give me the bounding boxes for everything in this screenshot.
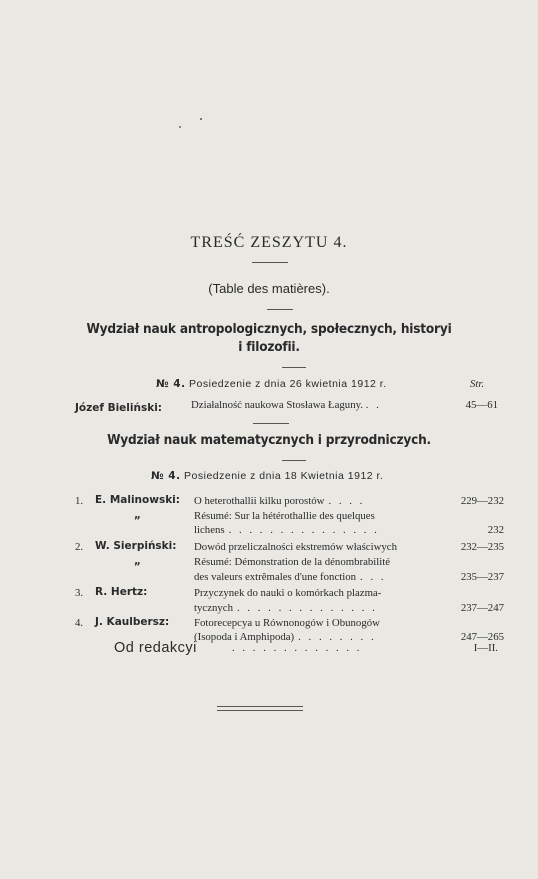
entry-pages: 237—247 xyxy=(460,602,504,614)
entry-number: 1. xyxy=(75,495,84,507)
entry-pages: 45—61 xyxy=(465,399,498,411)
entry-pages: 232 xyxy=(487,524,504,536)
entry-leader-dots: . . . . xyxy=(328,495,365,507)
section1-heading-line2: i filozofii. xyxy=(238,339,300,355)
entry-text xyxy=(194,495,365,507)
entry-pages: 235—237 xyxy=(460,571,504,583)
entry-pages: 229—232 xyxy=(460,495,504,507)
entry-title: Dowód przeliczalności ekstremów właściwych xyxy=(194,541,397,553)
entry-title: Résumé: Sur la hétérothallie des quelques xyxy=(194,510,375,522)
entry-author: J. Kaulbersz: xyxy=(95,616,170,628)
editorial-pages: I—II. xyxy=(473,642,498,654)
section2-heading: Wydział nauk matematycznych i przyrodniczych. xyxy=(107,432,431,448)
entry-title: lichens xyxy=(194,524,225,536)
entry-text xyxy=(194,541,397,553)
entry-number: 4. xyxy=(75,617,84,629)
entry-author: E. Malinowski: xyxy=(95,494,180,506)
section2-session-text: Posiedzenie z dnia 18 Kwietnia 1912 r. xyxy=(184,470,384,482)
entry-number: 2. xyxy=(75,541,84,553)
paper-speck xyxy=(200,118,202,120)
entry-text xyxy=(194,602,377,614)
entry-leader-dots: . . . xyxy=(360,571,387,583)
entry-pages: 232—235 xyxy=(460,541,504,553)
entry-title: Działalność naukowa Stosława Łaguny. xyxy=(191,399,364,411)
entry-author: R. Hertz: xyxy=(95,586,148,598)
page-subtitle: (Table des matières). xyxy=(208,281,330,296)
section2-session xyxy=(151,470,383,482)
section1-heading-rule xyxy=(282,367,306,368)
entry-leader-dots: . . . . . . . . . . . . . . . xyxy=(228,524,380,536)
editorial-leader-dots: . . . . . . . . . . . . . xyxy=(232,642,362,654)
section1-heading-line1: Wydział nauk antropologicznych, społecznych, historyi xyxy=(86,321,452,337)
entry-leader-dots: . . . . . . . . . . . . . . xyxy=(236,602,378,614)
entry-leader-dots: . . xyxy=(365,399,382,411)
entry-text xyxy=(194,617,380,629)
entry-text xyxy=(194,571,386,583)
section1-session-number: № 4. xyxy=(156,378,186,390)
title-rule xyxy=(252,262,288,263)
entry-title: Fotorecepcya u Równonogów i Obunogów xyxy=(194,617,380,629)
entry-title: Przyczynek do nauki o komórkach plazma- xyxy=(194,587,382,599)
editorial-label: Od redakcyi xyxy=(114,640,197,656)
entry-number: 3. xyxy=(75,587,84,599)
entry-title: (Isopoda i Amphipoda) xyxy=(194,631,295,643)
section1-entry xyxy=(75,398,162,416)
subtitle-rule xyxy=(267,309,293,310)
section1-entry-title xyxy=(191,399,381,411)
section1-session-text: Posiedzenie z dnia 26 kwietnia 1912 r. xyxy=(189,378,387,390)
section-separator xyxy=(253,423,289,424)
entry-text xyxy=(194,587,381,599)
bottom-rule-bottom xyxy=(217,710,303,711)
section2-session-number: № 4. xyxy=(151,470,181,482)
entry-author: Józef Bieliński: xyxy=(75,402,163,414)
entry-title: Résumé: Démonstration de la dénombrabilité xyxy=(194,556,391,568)
page-column-label: Str. xyxy=(470,378,485,390)
entry-text xyxy=(194,524,379,536)
entry-pages: 247—265 xyxy=(460,631,504,643)
entry-title: tycznych xyxy=(194,602,233,614)
entry-author: „ xyxy=(134,555,141,567)
section1-session xyxy=(156,378,387,390)
section2-heading-rule xyxy=(282,460,306,461)
entry-title: O heterothallii kilku porostów xyxy=(194,495,325,507)
page-title: TREŚĆ ZESZYTU 4. xyxy=(190,234,348,251)
entry-author: W. Sierpiński: xyxy=(95,540,177,552)
paper-speck xyxy=(179,126,181,128)
entry-author: „ xyxy=(134,509,141,521)
entry-leader-dots: . . . . . . . . xyxy=(298,631,377,643)
entry-text xyxy=(194,510,375,522)
entry-title: des valeurs extrêmales d'une fonction xyxy=(194,571,357,583)
entry-text xyxy=(194,556,390,568)
bottom-rule-top xyxy=(217,706,303,707)
